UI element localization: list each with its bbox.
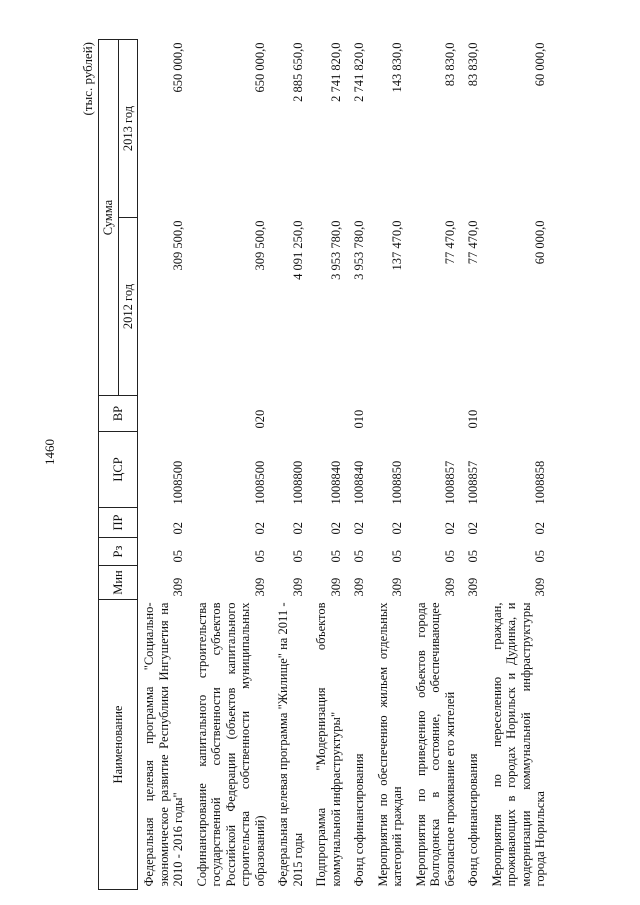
row-csr: 1008858 — [533, 460, 547, 505]
row-sum-2013: 143 830,0 — [390, 42, 404, 93]
row-name: Федеральная целевая программа "Социально-экономическое развитие Республики Ингушетия на 2010 - 2016 годы" — [142, 602, 185, 887]
row-pr: 02 — [290, 522, 305, 535]
row-sum-2013: 2 741 820,0 — [352, 42, 366, 102]
row-sum-2013: 650 000,0 — [252, 42, 267, 93]
row-vr: 020 — [252, 409, 267, 429]
row-name: Софинансирование капитального строительства государственной собственности субъектов Российской Федерации (объектов капитального строительства собственности муниципальных образований) — [194, 602, 267, 887]
row-min: 309 — [442, 577, 457, 597]
row-sum-2012: 60 000,0 — [533, 220, 547, 265]
table-row — [486, 40, 553, 890]
row-sum-2013: 83 830,0 — [466, 42, 480, 87]
row-sum-2012: 309 500,0 — [171, 220, 185, 271]
row-sum-2012: 3 953 780,0 — [352, 220, 366, 280]
row-name: Мероприятия по обеспечению жильем отдельных категорий граждан — [375, 602, 404, 887]
row-pr: 02 — [252, 522, 267, 535]
row-min: 309 — [466, 577, 480, 597]
header-vr: ВР — [99, 396, 138, 432]
budget-table — [98, 39, 553, 890]
row-sum-2013: 650 000,0 — [171, 42, 185, 93]
row-csr: 1008840 — [352, 460, 366, 505]
rotated-page-content — [80, 40, 560, 890]
table-body — [138, 40, 553, 890]
row-name: Фонд софинансирования — [352, 753, 366, 887]
row-min: 309 — [252, 577, 267, 597]
row-name: Мероприятия по переселению граждан, проживающих в городах Норильск и Дудинка, и модернизации коммунальной инфраструктуры города Норильска — [489, 602, 547, 887]
row-rz: 05 — [466, 550, 480, 563]
row-vr — [372, 396, 410, 432]
row-min: 309 — [328, 577, 343, 597]
table-row — [138, 40, 191, 890]
row-min: 309 — [352, 577, 366, 597]
row-sum-2013: 2 741 820,0 — [328, 42, 343, 102]
row-sum-2012: 309 500,0 — [252, 220, 267, 271]
row-min: 309 — [171, 577, 185, 597]
header-2012: 2012 год — [118, 218, 138, 396]
row-rz: 05 — [533, 550, 547, 563]
page-number: 1460 — [42, 439, 57, 465]
table-row — [462, 40, 486, 890]
row-min: 309 — [390, 577, 404, 597]
row-sum-2013: 2 885 650,0 — [290, 42, 305, 102]
row-min: 309 — [290, 577, 305, 597]
row-pr: 02 — [442, 522, 457, 535]
table-row — [348, 40, 372, 890]
units-label: (тыс. рублей) — [80, 42, 95, 116]
row-sum-2012: 4 091 250,0 — [290, 220, 305, 280]
row-pr: 02 — [328, 522, 343, 535]
row-name: Фонд софинансирования — [466, 753, 480, 887]
table-row — [372, 40, 410, 890]
row-sum-2013: 60 000,0 — [533, 42, 547, 87]
row-vr — [410, 396, 463, 432]
row-pr: 02 — [533, 522, 547, 535]
row-csr: 1008857 — [466, 460, 480, 505]
header-csr: ЦСР — [99, 432, 138, 508]
header-pr: ПР — [99, 508, 138, 538]
row-pr: 02 — [352, 522, 366, 535]
row-csr: 1008840 — [328, 460, 343, 505]
header-sum: Сумма — [99, 40, 119, 396]
row-sum-2012: 3 953 780,0 — [328, 220, 343, 280]
row-csr: 1008850 — [390, 460, 404, 505]
row-rz: 05 — [390, 550, 404, 563]
row-name: Подпрограмма "Модернизация объектов коммунальной инфраструктуры" — [314, 602, 343, 887]
row-sum-2012: 77 470,0 — [442, 220, 457, 265]
row-csr: 1008500 — [252, 460, 267, 505]
row-rz: 05 — [252, 550, 267, 563]
table-row — [272, 40, 310, 890]
row-vr — [272, 396, 310, 432]
row-pr: 02 — [390, 522, 404, 535]
row-vr — [486, 396, 553, 432]
table-row — [191, 40, 273, 890]
row-name: Мероприятия по приведению объектов города Волгодонска в состояние, обеспечивающее безопасное проживание его жителей — [413, 602, 457, 887]
row-rz: 05 — [290, 550, 305, 563]
row-rz: 05 — [171, 550, 185, 563]
table-header — [99, 40, 138, 890]
row-min: 309 — [533, 577, 547, 597]
row-vr — [138, 396, 191, 432]
row-csr: 1008800 — [290, 460, 305, 505]
row-name: Федеральная целевая программа "Жилище" на 2011 - 2015 годы — [276, 602, 305, 887]
table-row — [310, 40, 348, 890]
row-pr: 02 — [171, 522, 185, 535]
row-rz: 05 — [328, 550, 343, 563]
row-rz: 05 — [352, 550, 366, 563]
row-vr: 010 — [466, 409, 480, 429]
header-2013: 2013 год — [118, 40, 138, 218]
row-csr: 1008500 — [171, 460, 185, 505]
header-rz: Рз — [99, 538, 138, 566]
row-csr: 1008857 — [442, 460, 457, 505]
row-sum-2012: 77 470,0 — [466, 220, 480, 265]
row-vr — [310, 396, 348, 432]
header-name: Наименование — [99, 600, 138, 890]
row-pr: 02 — [466, 522, 480, 535]
row-sum-2013: 83 830,0 — [442, 42, 457, 87]
row-rz: 05 — [442, 550, 457, 563]
row-sum-2012: 137 470,0 — [390, 220, 404, 271]
table-row — [410, 40, 463, 890]
row-vr: 010 — [352, 409, 366, 429]
header-min: Мин — [99, 566, 138, 600]
